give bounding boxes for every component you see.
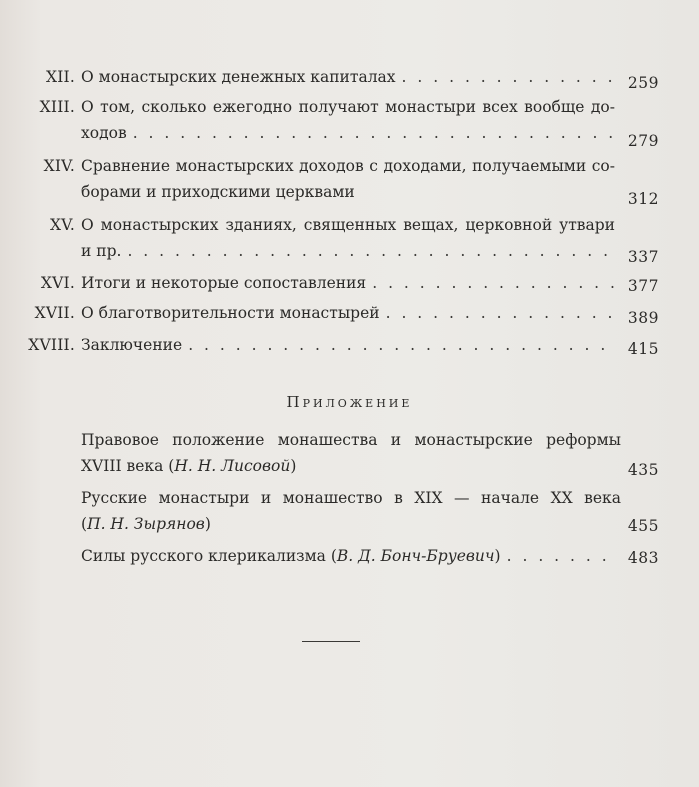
toc-line [81,238,621,264]
dot-leader [402,64,617,90]
toc-line [81,64,621,90]
chapter-title: Заключение [81,336,183,354]
appendix-paren: ( [81,515,88,533]
chapter-title-line-1: Сравнение монастырских доходов с доходами, получаемыми со- [81,157,615,175]
page-number: 455 [627,517,659,535]
appendix-paren: ) [494,547,501,565]
chapter-number: XVI. [40,274,75,292]
dot-leader [507,543,617,569]
appendix-title-line-1: Правовое положение монашества и монастырские реформы [81,431,621,449]
chapter-number: XIII. [39,98,75,116]
appendix-author: Н. Н. Лисовой [174,457,291,475]
chapter-number: XVIII. [28,336,75,354]
page-number: 415 [627,340,659,358]
page-number: 279 [627,132,659,150]
appendix-paren: ) [290,457,297,475]
separator-rule [302,641,360,642]
appendix-title-line-1 [81,543,621,569]
chapter-title: О монастырских денежных капиталах [81,68,396,86]
chapter-number: XVII. [34,304,75,322]
page-number: 435 [627,461,659,479]
dot-leader [127,238,617,264]
appendix-author: В. Д. Бонч-Бруевич [336,547,495,565]
page-number: 483 [627,549,659,567]
dot-leader [133,120,617,146]
appendix-paren: ) [204,515,211,533]
chapter-number: XIV. [43,157,75,175]
chapter-title-line-1: О монастырских зданиях, священных вещах, церковной утвари [81,216,615,234]
chapter-title-line-2: борами и приходскими церквами [81,183,355,201]
toc-line [81,300,621,326]
page-number: 337 [627,248,659,266]
toc-line [81,270,621,296]
chapter-title-line-2: и пр. [81,242,122,260]
appendix-author: П. Н. Зырянов [87,515,205,533]
page-number: 259 [627,74,659,92]
chapter-title: О благотворительности монастырей [81,304,380,322]
dot-leader [188,332,617,358]
toc-line [81,332,621,358]
chapter-number: XV. [49,216,75,234]
appendix-title-line-1: Русские монастыри и монашество в XIX — начале XX века [81,489,621,507]
chapter-title-line-2: ходов [81,124,127,142]
chapter-title: Итоги и некоторые сопоставления [81,274,367,292]
dot-leader [372,270,617,296]
chapter-title-line-1: О том, сколько ежегодно получают монастыри всех вообще до- [81,98,615,116]
appendix-heading: Приложение [286,393,413,411]
appendix-title-line-2 [81,511,621,537]
page-number: 377 [627,277,659,295]
appendix-title-line-2 [81,453,621,479]
appendix-title-text: Силы русского клерикализма ( [81,547,337,565]
page-number: 389 [627,309,659,327]
appendix-title-text: XVIII века ( [81,457,175,475]
toc-line [81,120,621,146]
chapter-number: XII. [45,68,75,86]
dot-leader [386,300,617,326]
toc-line [81,179,621,205]
page-number: 312 [627,190,659,208]
